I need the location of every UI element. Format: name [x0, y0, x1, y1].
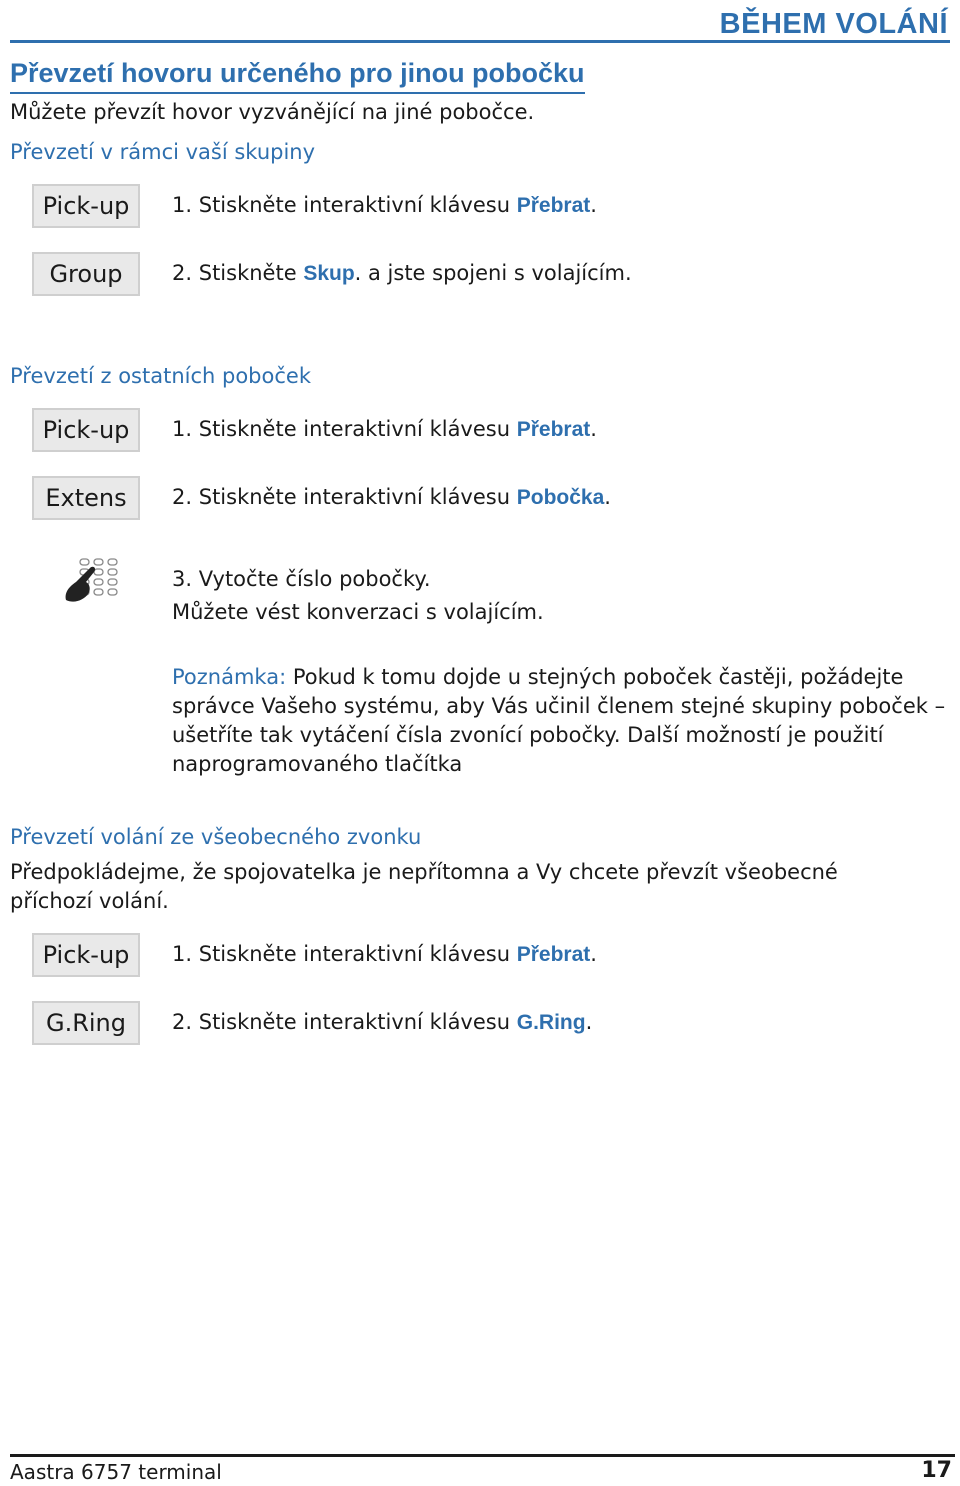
softkey-label: Přebrat: [516, 418, 591, 441]
extens-softkey[interactable]: Extens: [32, 476, 140, 520]
keypad-dial-icon: [64, 556, 122, 606]
note-body: Pokud k tomu dojde u stejných poboček častěji, požádejte správce Vašeho systému, aby Vás učinil členem stejné skupiny poboček – ušetříte tak vytáčení čísla zvonící pobočky. Další možností je použití naprogramovaného tlačítka: [172, 665, 946, 776]
note-paragraph: [172, 663, 952, 779]
group-section-heading: Převzetí v rámci vaší skupiny: [10, 140, 316, 164]
pickup-softkey[interactable]: Pick-up: [32, 408, 140, 452]
group-softkey[interactable]: Group: [32, 252, 140, 296]
step-1-other: 1. Stiskněte interaktivní klávesu Přebrat.: [172, 417, 597, 441]
page-number: 17: [921, 1458, 952, 1483]
step-1-general: 1. Stiskněte interaktivní klávesu Přebrat.: [172, 942, 597, 966]
footer-product: Aastra 6757 terminal: [10, 1460, 222, 1484]
footer-divider: [10, 1454, 955, 1457]
pickup-softkey[interactable]: Pick-up: [32, 933, 140, 977]
note-label: Poznámka:: [172, 665, 287, 689]
other-section-heading: Převzetí z ostatních poboček: [10, 364, 311, 388]
header-divider: [10, 40, 950, 43]
general-section-heading: Převzetí volání ze všeobecného zvonku: [10, 825, 422, 849]
gring-softkey[interactable]: G.Ring: [32, 1001, 140, 1045]
softkey-label: Přebrat: [516, 194, 591, 217]
step-2-general: 2. Stiskněte interaktivní klávesu G.Ring.: [172, 1010, 593, 1034]
pickup-softkey[interactable]: Pick-up: [32, 184, 140, 228]
step-2-group: 2. Stiskněte Skup. a jste spojeni s volajícím.: [172, 261, 632, 285]
general-intro: Předpokládejme, že spojovatelka je nepřítomna a Vy chcete převzít všeobecné příchozí volání.: [10, 860, 838, 913]
step-1-group: 1. Stiskněte interaktivní klávesu Přebrat.: [172, 193, 597, 217]
page-title: Převzetí hovoru určeného pro jinou pobočku: [10, 58, 585, 94]
section-header-title: BĚHEM VOLÁNÍ: [719, 8, 948, 40]
softkey-label: Pobočka: [516, 486, 605, 509]
softkey-label: Skup: [303, 262, 355, 285]
softkey-label: G.Ring: [516, 1011, 586, 1034]
step-2-other: 2. Stiskněte interaktivní klávesu Pobočka.: [172, 485, 611, 509]
step-3-detail: Můžete vést konverzaci s volajícím.: [172, 600, 544, 624]
intro-text: Můžete převzít hovor vyzvánějící na jiné pobočce.: [10, 100, 535, 124]
softkey-label: Přebrat: [516, 943, 591, 966]
step-3-dial: 3. Vytočte číslo pobočky.: [172, 567, 431, 591]
